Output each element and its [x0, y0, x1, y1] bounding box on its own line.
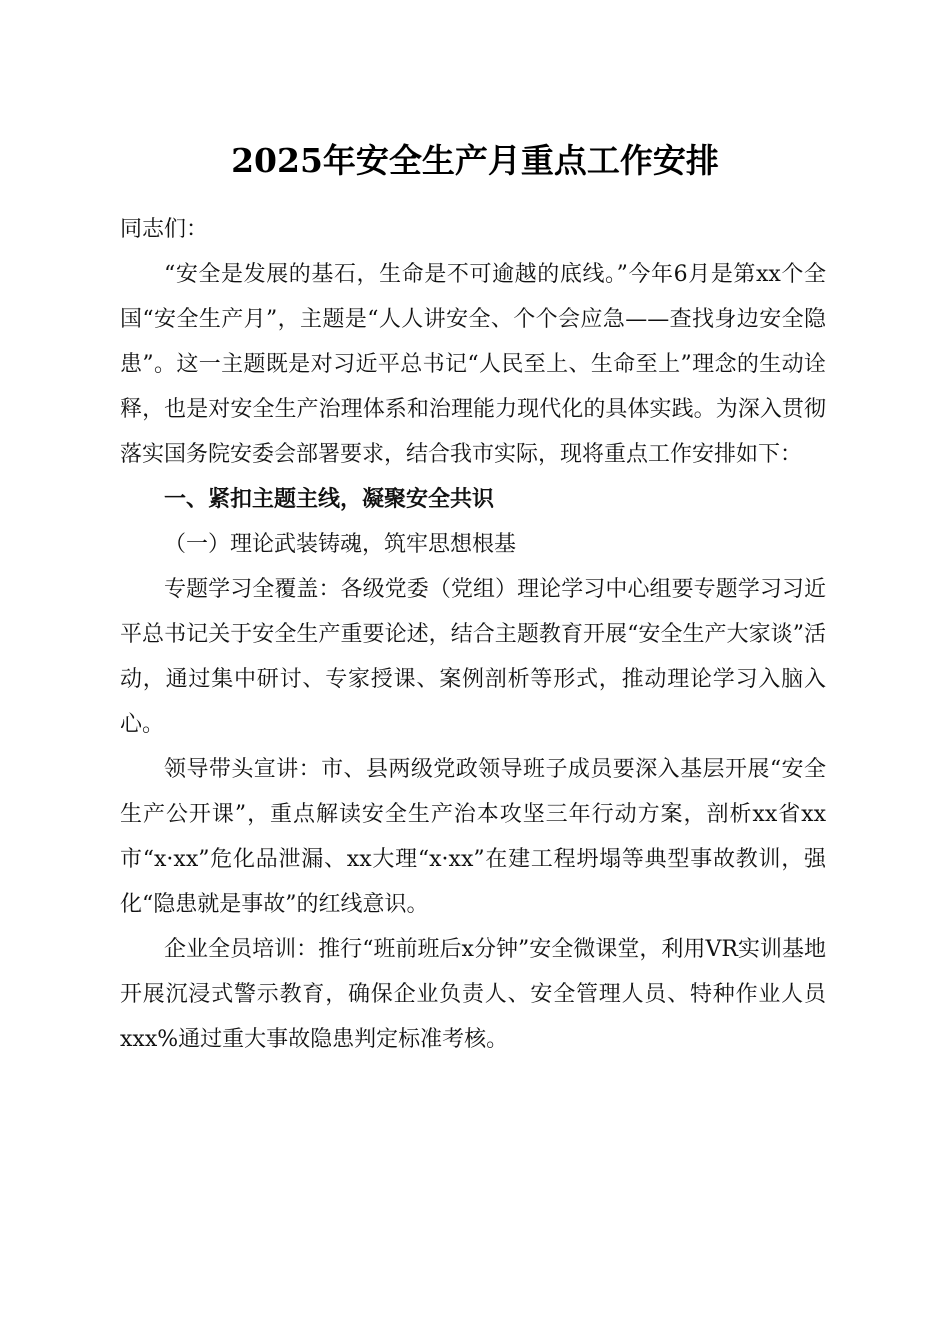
document-title: 2025年安全生产月重点工作安排 [231, 141, 719, 180]
subsection-heading: （一）理论武装铸魂，筑牢思想根基 [164, 532, 517, 557]
intro-paragraph: “安全是发展的基石，生命是不可逾越的底线。”今年6月是第xx个全国“安全生产月”，主题是“人人讲安全、个个会应急——查找身边安全隐患”。这一主题既是对习近平总书记“人民至上、生命至上”理念的生动诠释，也是对安全生产治理体系和治理能力现代化的具体实践。为深入贯彻落实国务院安委会部署要求，结合我市实际，现将重点工作安排如下： [120, 262, 826, 467]
document-body [120, 207, 826, 1062]
salutation: 同志们： [120, 217, 209, 242]
paragraph-training: 企业全员培训：推行“班前班后x分钟”安全微课堂，利用VR实训基地开展沉浸式警示教育，确保企业负责人、安全管理人员、特种作业人员xxx%通过重大事故隐患判定标准考核。 [120, 937, 826, 1052]
section-heading: 一、紧扣主题主线，凝聚安全共识 [164, 487, 495, 512]
paragraph-study: 专题学习全覆盖：各级党委（党组）理论学习中心组要专题学习习近平总书记关于安全生产重要论述，结合主题教育开展“安全生产大家谈”活动，通过集中研讨、专家授课、案例剖析等形式，推动理论学习入脑入心。 [120, 577, 826, 737]
paragraph-leadership: 领导带头宣讲：市、县两级党政领导班子成员要深入基层开展“安全生产公开课”，重点解读安全生产治本攻坚三年行动方案，剖析xx省xx市“x·xx”危化品泄漏、xx大理“x·xx”在建工程坍塌等典型事故教训，强化“隐患就是事故”的红线意识。 [120, 757, 826, 917]
